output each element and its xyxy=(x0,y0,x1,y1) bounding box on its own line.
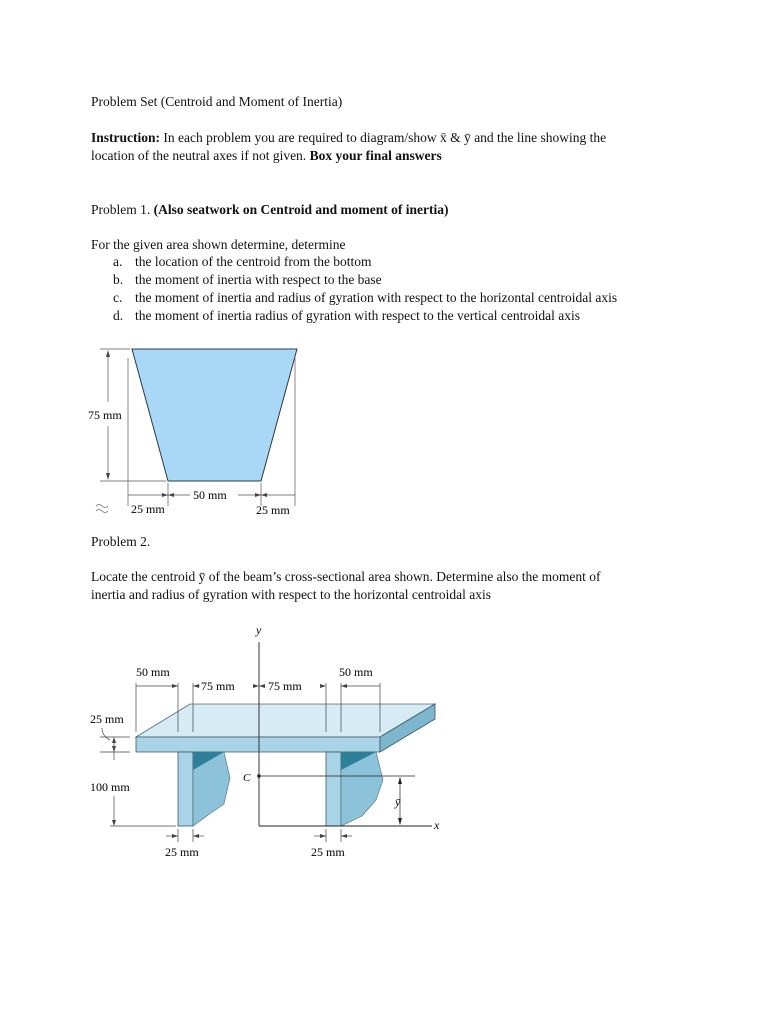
y-axis-label: y xyxy=(256,623,262,637)
problem1-heading xyxy=(91,201,448,219)
flange-thickness-label: 25 mm xyxy=(90,712,124,726)
list-item-text: the moment of inertia with respect to the base xyxy=(135,272,382,287)
list-marker: c. xyxy=(113,290,123,305)
problem2-heading: Problem 2. xyxy=(91,534,151,549)
top-right-width-label: 50 mm xyxy=(339,665,373,679)
right-width-label: 25 mm xyxy=(256,503,290,517)
centroid-point xyxy=(257,774,261,778)
problem2-text-1: Locate the centroid ȳ of the beam’s cross-sectional area shown. Determine also the moment of xyxy=(91,569,601,584)
mid-left-width-label: 75 mm xyxy=(201,679,235,693)
instruction-text-2: and the line showing the xyxy=(470,130,607,145)
instruction-symbols: x̄ & ȳ xyxy=(440,130,471,145)
list-marker: d. xyxy=(113,308,124,323)
height-label: 75 mm xyxy=(88,408,122,422)
list-item xyxy=(113,271,617,289)
instruction-text-1: In each problem you are required to diagram/show xyxy=(160,130,441,145)
problem1-heading-bold: (Also seatwork on Centroid and moment of inertia) xyxy=(153,202,449,217)
right-web xyxy=(326,752,341,826)
mid-right-width-label: 75 mm xyxy=(268,679,302,693)
ybar-label: ȳ xyxy=(395,795,401,809)
centroid-label: C xyxy=(243,772,251,784)
trapezoid-shape xyxy=(132,349,297,481)
problem1-list xyxy=(113,253,617,325)
bottom-right-web-label: 25 mm xyxy=(311,845,345,859)
beam-figure xyxy=(80,620,460,870)
instruction-line-2 xyxy=(91,147,442,165)
list-item xyxy=(113,253,617,271)
instruction-label: Instruction: xyxy=(91,130,161,145)
top-left-width-label: 50 mm xyxy=(136,665,170,679)
list-marker: a. xyxy=(113,254,123,269)
document-title: Problem Set (Centroid and Moment of Inertia) xyxy=(91,94,343,109)
x-axis-label: x xyxy=(434,818,440,832)
instruction-line2-text: location of the neutral axes if not given. xyxy=(91,148,310,163)
problem1-intro: For the given area shown determine, determine xyxy=(91,237,346,252)
bottom-left-web-label: 25 mm xyxy=(165,845,199,859)
list-item-text: the moment of inertia radius of gyration with respect to the vertical centroidal axis xyxy=(135,308,580,323)
trapezoid-figure xyxy=(80,340,320,530)
list-item-text: the moment of inertia and radius of gyration with respect to the horizontal centroidal axis xyxy=(135,290,618,305)
middle-width-label: 50 mm xyxy=(193,488,227,502)
instruction-bold-note: Box your final answers xyxy=(309,148,442,163)
instruction-line-1 xyxy=(91,129,606,147)
list-item xyxy=(113,289,617,307)
slab-front-face xyxy=(136,737,380,752)
problem2-text-2: inertia and radius of gyration with respect to the horizontal centroidal axis xyxy=(91,587,491,602)
left-web xyxy=(178,752,193,826)
left-width-label: 25 mm xyxy=(131,502,165,516)
problem1-heading-label: Problem 1. xyxy=(91,202,154,217)
list-item-text: the location of the centroid from the bottom xyxy=(135,254,372,269)
list-item xyxy=(113,307,617,325)
list-marker: b. xyxy=(113,272,124,287)
web-height-label: 100 mm xyxy=(90,780,130,794)
